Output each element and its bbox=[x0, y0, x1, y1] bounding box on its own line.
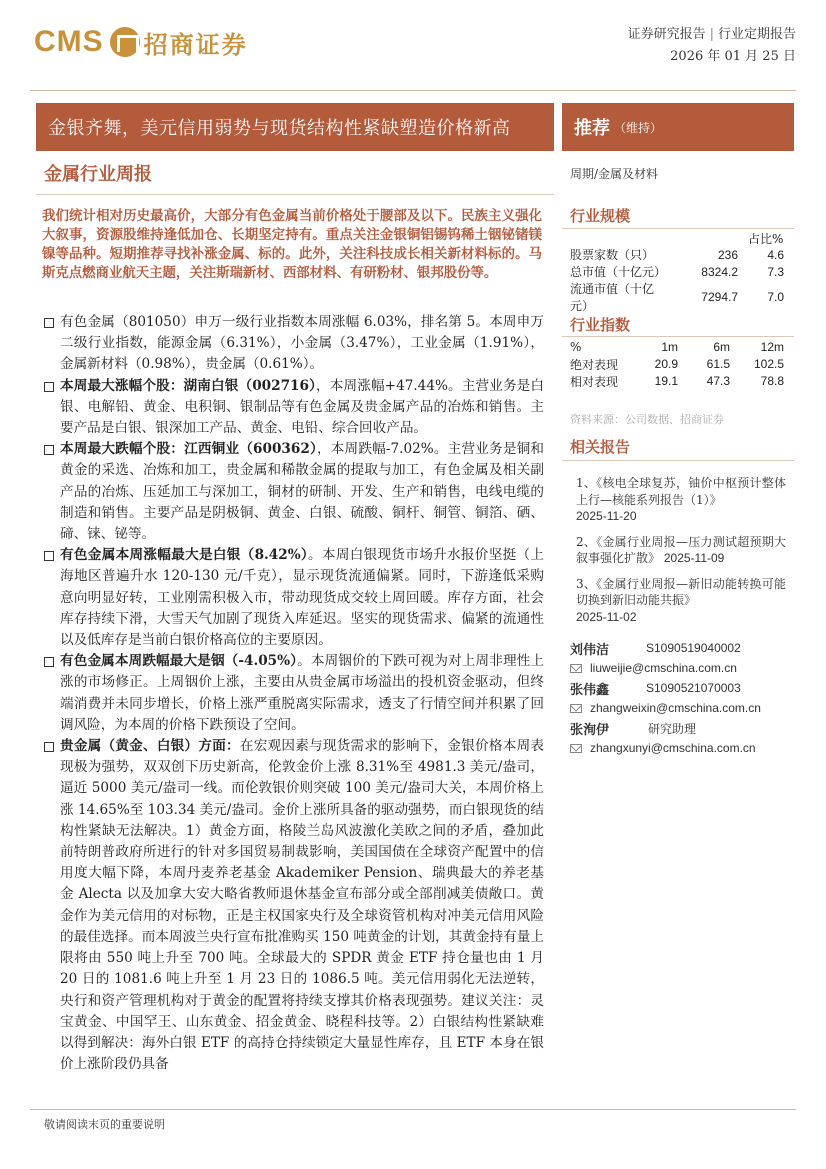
related-reports-list bbox=[576, 475, 786, 634]
report-meta: 证券研究报告 | 行业定期报告 2026 年 01 月 25 日 bbox=[628, 24, 796, 68]
cell-1m: 20.9 bbox=[654, 357, 678, 371]
analyst-email[interactable]: liuweijie@cmschina.com.cn bbox=[590, 661, 737, 675]
analyst-email-row[interactable] bbox=[570, 658, 796, 678]
bullet-item bbox=[44, 312, 544, 376]
analyst-name: 张伟鑫 bbox=[570, 682, 610, 698]
row-label: 总市值（十亿元） bbox=[570, 265, 667, 279]
cell-12m: 102.5 bbox=[753, 357, 784, 371]
industry-index-heading: 行业指数 bbox=[570, 316, 631, 334]
cell-1m: 19.1 bbox=[654, 374, 678, 388]
row-pct: 4.6 bbox=[767, 247, 784, 262]
bullet-lead: 有色金属本周涨幅最大是白银（8.42%） bbox=[60, 547, 309, 564]
related-report-date: 2025-11-02 bbox=[576, 609, 637, 624]
bullet-list bbox=[44, 312, 544, 1075]
row-pct: 7.3 bbox=[767, 264, 784, 279]
bullet-item bbox=[44, 545, 544, 651]
bullet-item bbox=[44, 376, 544, 440]
industry-index-table bbox=[570, 339, 784, 390]
bullet-item bbox=[44, 736, 544, 1075]
sector-label: 周期/金属及材料 bbox=[570, 167, 659, 181]
report-date: 2026 年 01 月 25 日 bbox=[670, 49, 796, 64]
rating-main: 推荐 bbox=[574, 118, 610, 139]
company-logo bbox=[34, 22, 248, 62]
row-value: 7294.7 bbox=[701, 290, 738, 304]
footer-note: 敬请阅读末页的重要说明 bbox=[44, 1118, 165, 1131]
related-report-link[interactable] bbox=[576, 475, 786, 525]
bullet-text: 在宏观因素与现货需求的影响下，金银价格本周表现极为强势，双双创下历史新高，伦敦金价上涨 8.31%至 4981.3 美元/盎司，逼近 5000 美元/盎司一线。而伦敦银价则突破 100 美元/盎司大关，本周价格上涨 14.65%至 103.34 美元/盎司。金价上涨所具备的驱动强势，而白银现货的结构性紧缺无法解决。1）黄金方面，格陵兰岛风波激化美欧之间的矛盾，叠加此前特朗普政府所进行的针对多国贸易制裁影响，美国国债在全球资产配置中的信用度大幅下降，本周丹麦养老基金 Akademiker Pension、瑞典最大的养老基金 Alecta 以及加拿大安大略省教师退休基金宣布部分或全部削减美债敞口。黄金作为美元信用的对标物，正是主权国家央行及全球资管机构对冲美元信用风险的最佳选择。而本周波兰央行宣布批准购买 150 吨黄金的计划，其黄金持有量上限将由 550 吨上升至 700 吨。全球最大的 SPDR 黄金 ETF 持仓量也由 1 月 20 日的 1081.6 吨上升至 1 月 23 日的 1086.5 吨。美元信用弱化无法逆转，央行和资产管理机构对于黄金的配置将持续支撑其价格表现强势。建议关注：灵宝黄金、中国罕王、山东黄金、招金黄金、晓程科技等。2）白银结构性紧缺难以得到解决：海外白银 ETF 的高持仓持续锁定大量显性库存，且 ETF 本身在银价上涨阶段仍具备 bbox=[60, 738, 545, 1073]
logo-latin: CMS bbox=[34, 25, 104, 58]
rating-sub: （维持） bbox=[614, 120, 663, 135]
industry-scale-divider bbox=[562, 228, 794, 229]
bullet-text: 。本周铟价的下跌可视为对上周非理性上涨的市场修正。上周铟价上涨，主要由从贵金属市场溢出的投机资金驱动，但终端消费并未同步增长，价格上涨严重脱离实际需求，透支了行情空间并积累了回调风险，为本周的价格下跌预设了空间。 bbox=[60, 653, 545, 733]
row-label: 股票家数（只） bbox=[570, 248, 655, 262]
table-row bbox=[570, 263, 784, 280]
table-row bbox=[570, 373, 784, 390]
industry-scale-table bbox=[570, 246, 784, 314]
header-divider bbox=[30, 90, 796, 91]
rating-badge bbox=[562, 103, 794, 151]
analyst-row bbox=[570, 678, 796, 698]
bullet-lead: 贵金属（黄金、白银）方面： bbox=[60, 738, 240, 755]
related-report-date: 2025-11-20 bbox=[576, 509, 637, 523]
analyst-email[interactable]: zhangxunyi@cmschina.com.cn bbox=[590, 741, 756, 755]
analyst-row bbox=[570, 718, 796, 738]
envelope-icon bbox=[570, 664, 582, 673]
bullet-lead: 有色金属本周跌幅最大是铟（-4.05%） bbox=[60, 653, 298, 670]
industry-index-divider bbox=[562, 336, 794, 337]
report-subtitle: 金属行业周报 bbox=[44, 164, 152, 185]
row-label: 绝对表现 bbox=[570, 357, 619, 372]
report-type: 证券研究报告 bbox=[627, 27, 706, 42]
bullet-item bbox=[44, 439, 544, 545]
column-header: % bbox=[570, 340, 582, 355]
table-row bbox=[570, 280, 784, 314]
bullet-item bbox=[44, 651, 544, 736]
analyst-cert: S1090521070003 bbox=[646, 681, 741, 695]
report-title: 金银齐舞，美元信用弱势与现货结构性紧缺塑造价格新高 bbox=[36, 103, 554, 151]
column-header: 1m bbox=[661, 340, 678, 355]
logo-chinese: 招商证券 bbox=[143, 30, 248, 59]
analyst-list bbox=[570, 638, 796, 758]
footer-divider bbox=[30, 1109, 796, 1110]
related-report-title: 3、《金属行业周报—新旧动能转换可能切换到新旧动能共振》 bbox=[576, 576, 786, 607]
analyst-name: 张洵伊 bbox=[570, 722, 610, 738]
analyst-email-row[interactable] bbox=[570, 698, 796, 718]
related-reports-divider bbox=[562, 460, 794, 461]
related-report-date: 2025-11-09 bbox=[663, 551, 725, 565]
analyst-row bbox=[570, 638, 796, 658]
envelope-icon bbox=[570, 704, 582, 713]
column-header: 6m bbox=[713, 340, 730, 355]
table-header-row bbox=[570, 339, 784, 356]
industry-scale-heading: 行业规模 bbox=[570, 207, 631, 225]
row-pct: 7.0 bbox=[767, 290, 784, 304]
bullet-lead: 本周最大跌幅个股：江西铜业（600362） bbox=[60, 441, 317, 458]
row-label: 相对表现 bbox=[570, 374, 619, 389]
bullet-text: 有色金属（801050）申万一级行业指数本周涨幅 6.03%，排名第 5。本周申万二级行业指数，能源金属（6.31%），小金属（3.47%），工业金属（1.91%），金属新材料（0.98%），贵金属（0.61%）。 bbox=[60, 314, 544, 373]
data-source-note: 资料来源：公司数据、招商证券 bbox=[570, 413, 724, 426]
bullet-text: 。本周白银现货市场升水报价坚挺（上海地区普遍升水 120-130 元/千克），显示现货流通偏紧。同时，下游逢低采购意向明显好转，工业刚需积极入市，带动现货成交较上周回暖。库存方面，社会库存持续下滑，大雪天气加剧了现货入库延迟。坚实的现货需求、偏紧的流通性以及低库存是当前白银价格高位的主要原因。 bbox=[60, 547, 544, 649]
related-report-link[interactable] bbox=[576, 534, 786, 567]
row-value: 8324.2 bbox=[701, 264, 738, 279]
analyst-cert: S1090519040002 bbox=[646, 641, 741, 655]
row-label: 流通市值（十亿元） bbox=[570, 282, 655, 313]
related-report-title: 2、《金属行业周报—压力测试超预期大叙事强化扩散》 bbox=[576, 534, 786, 565]
cell-6m: 47.3 bbox=[706, 374, 730, 388]
table-row bbox=[570, 356, 784, 373]
bullet-text: ，本周涨幅+47.44%。主营业务是白银、电解铅、黄金、电积铜、银制品等有色金属及贵金属产品的冶炼和销售。主要产品是白银、银深加工产品、黄金、电铅、综合回收产品。 bbox=[60, 377, 544, 437]
cell-12m: 78.8 bbox=[760, 374, 784, 388]
pct-header: 占比% bbox=[748, 232, 784, 246]
table-row bbox=[570, 246, 784, 263]
related-reports-heading: 相关报告 bbox=[570, 438, 631, 456]
envelope-icon bbox=[570, 744, 582, 753]
analyst-role: 研究助理 bbox=[648, 721, 697, 736]
analyst-email[interactable]: zhangweixin@cmschina.com.cn bbox=[590, 701, 761, 715]
summary-paragraph: 我们统计相对历史最高价，大部分有色金属当前价格处于腰部及以下。民族主义强化大叙事，资源股维持逢低加仓、长期坚定持有。重点关注金银铜铝锡钨稀土铟铋锗镁镍等品种。短期推荐寻找补涨金属、标的。此外，关注科技成长相关新材料标的。马斯克点燃商业航天主题，关注斯瑞新材、西部材料、有研粉材、银邦股份等。 bbox=[42, 208, 542, 281]
logo-mark-icon bbox=[110, 27, 140, 57]
cell-6m: 61.5 bbox=[706, 357, 730, 371]
subtitle-divider bbox=[36, 194, 554, 195]
analyst-email-row[interactable] bbox=[570, 738, 796, 758]
analyst-name: 刘伟洁 bbox=[570, 642, 610, 658]
report-kind: 行业定期报告 bbox=[717, 27, 796, 42]
row-value: 236 bbox=[717, 247, 738, 262]
related-report-link[interactable] bbox=[576, 576, 786, 626]
column-header: 12m bbox=[760, 340, 784, 355]
bullet-lead: 本周最大涨幅个股：湖南白银（002716） bbox=[60, 377, 317, 394]
bullet-text: ，本周跌幅-7.02%。主营业务是铜和黄金的采选、冶炼和加工，贵金属和稀散金属的提取与加工，有色金属及相关副产品的冶炼、压延加工与深加工，铜材的研制、开发、生产和销售，电线电缆的制造和销售。主要产品是阴极铜、黄金、白银、硫酸、铜杆、铜管、铜箔、硒、碲、铼、铋等。 bbox=[60, 441, 544, 543]
related-report-title: 1、《核电全球复苏，铀价中枢预计整体上行—核能系列报告（1）》 bbox=[576, 476, 786, 507]
